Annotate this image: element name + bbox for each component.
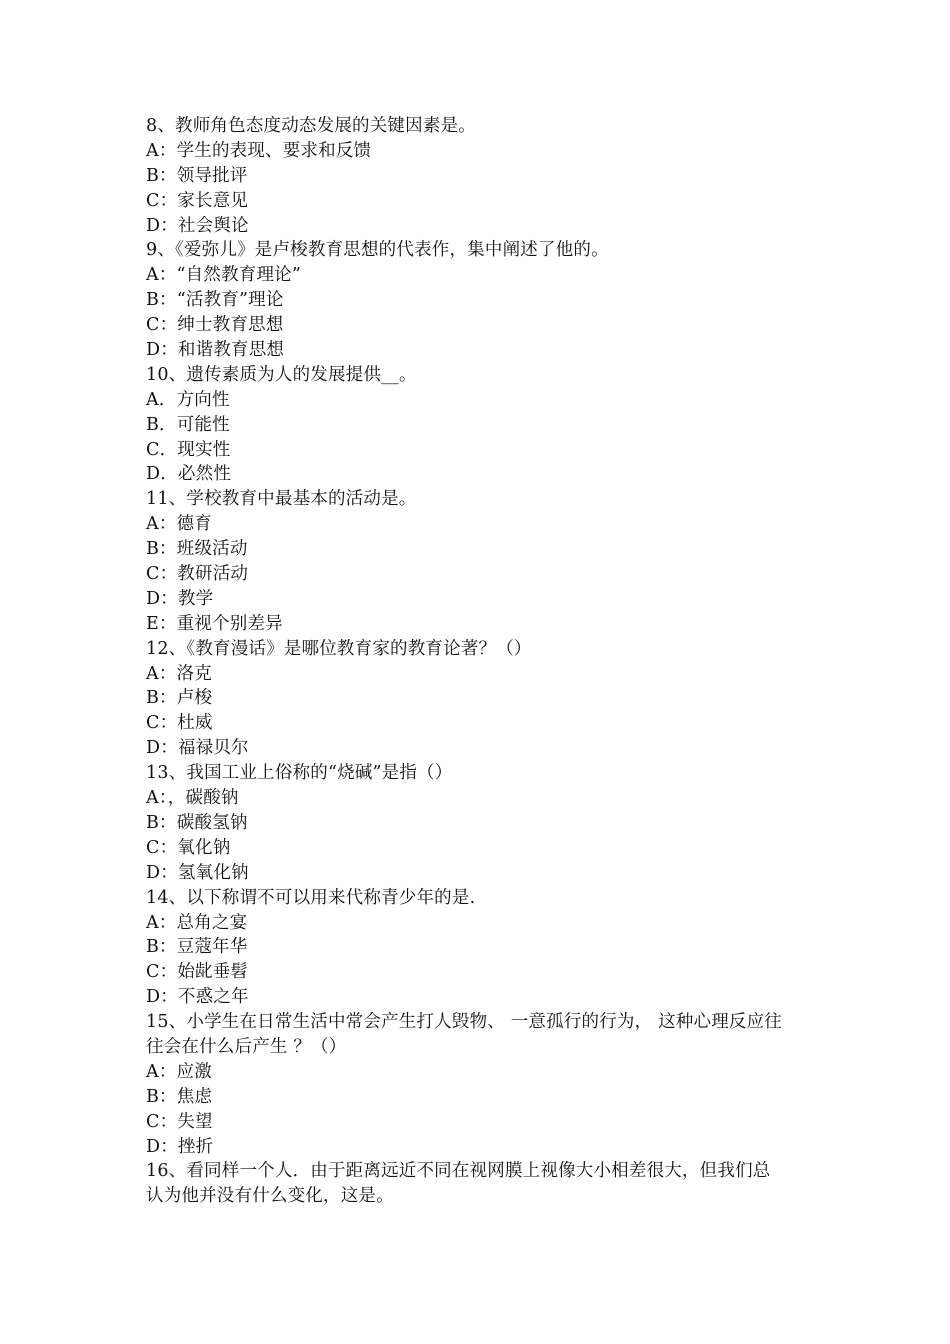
question-16-stem-line-1: 16、看同样一个人．由于距离远近不同在视网膜上视像大小相差很大，但我们总 xyxy=(146,1161,771,1182)
question-10-option-c: C．现实性 xyxy=(146,439,231,460)
question-11-option-a: A：德育 xyxy=(146,514,212,535)
question-15-option-d: D：挫折 xyxy=(146,1136,214,1157)
question-11-option-b: B：班级活动 xyxy=(146,539,248,560)
question-16-stem-line-2: 认为他并没有什么变化，这是。 xyxy=(146,1186,394,1207)
question-13-option-d: D：氢氧化钠 xyxy=(146,862,249,883)
question-12-option-b: B：卢梭 xyxy=(146,688,213,709)
question-8-option-a: A：学生的表现、要求和反馈 xyxy=(146,140,372,161)
question-12-option-c: C：杜威 xyxy=(146,713,213,734)
question-8-option-d: D：社会舆论 xyxy=(146,215,249,236)
question-15-option-c: C：失望 xyxy=(146,1111,213,1132)
question-12-stem: 12、《教育漫话》是哪位教育家的教育论著？（） xyxy=(146,638,532,659)
question-10-option-d: D．必然性 xyxy=(146,464,232,485)
question-13-stem: 13、我国工业上俗称的“烧碱”是指（） xyxy=(146,763,453,784)
question-11-option-d: D：教学 xyxy=(146,588,214,609)
question-10-option-b: B．可能性 xyxy=(146,414,230,435)
question-11-option-c: C：教研活动 xyxy=(146,564,249,585)
question-10-stem: 10、遗传素质为人的发展提供__。 xyxy=(146,364,417,385)
question-10-option-a: A．方向性 xyxy=(146,389,230,410)
question-15-stem-line-1: 15、小学生在日常生活中常会产生打人毁物、 一意孤行的行为， 这种心理反应往 xyxy=(146,1012,782,1033)
question-15-option-a: A：应激 xyxy=(146,1061,212,1082)
question-14-option-c: C：始龀垂髫 xyxy=(146,962,249,983)
question-9-option-b: B：“活教育”理论 xyxy=(146,290,284,311)
question-11-option-e: E：重视个别差异 xyxy=(146,613,283,634)
question-9-option-c: C：绅士教育思想 xyxy=(146,315,284,336)
question-13-option-b: B：碳酸氢钠 xyxy=(146,812,248,833)
question-15-option-b: B：焦虑 xyxy=(146,1086,213,1107)
question-14-option-a: A：总角之宴 xyxy=(146,912,248,933)
question-14-stem: 14、以下称谓不可以用来代称青少年的是. xyxy=(146,887,476,908)
question-14-option-b: B：豆蔻年华 xyxy=(146,937,248,958)
question-13-option-a: A：，碳酸钠 xyxy=(146,788,239,809)
question-11-stem: 11、学校教育中最基本的活动是。 xyxy=(146,489,417,510)
question-14-option-d: D：不惑之年 xyxy=(146,987,249,1008)
question-8-option-b: B：领导批评 xyxy=(146,165,248,186)
question-12-option-a: A：洛克 xyxy=(146,663,212,684)
document-body xyxy=(146,114,811,1209)
question-12-option-d: D：福禄贝尔 xyxy=(146,738,249,759)
question-8-stem: 8、教师角色态度动态发展的关键因素是。 xyxy=(146,116,476,136)
question-13-option-c: C：氧化钠 xyxy=(146,837,231,858)
question-8-option-c: C：家长意见 xyxy=(146,190,249,211)
question-9-stem: 9、《爱弥儿》是卢梭教育思想的代表作，集中阐述了他的。 xyxy=(146,240,609,261)
question-15-stem-line-2: 往会在什么后产生 ？（） xyxy=(146,1036,347,1057)
question-9-option-a: A：“自然教育理论” xyxy=(146,265,302,286)
question-9-option-d: D：和谐教育思想 xyxy=(146,340,285,361)
